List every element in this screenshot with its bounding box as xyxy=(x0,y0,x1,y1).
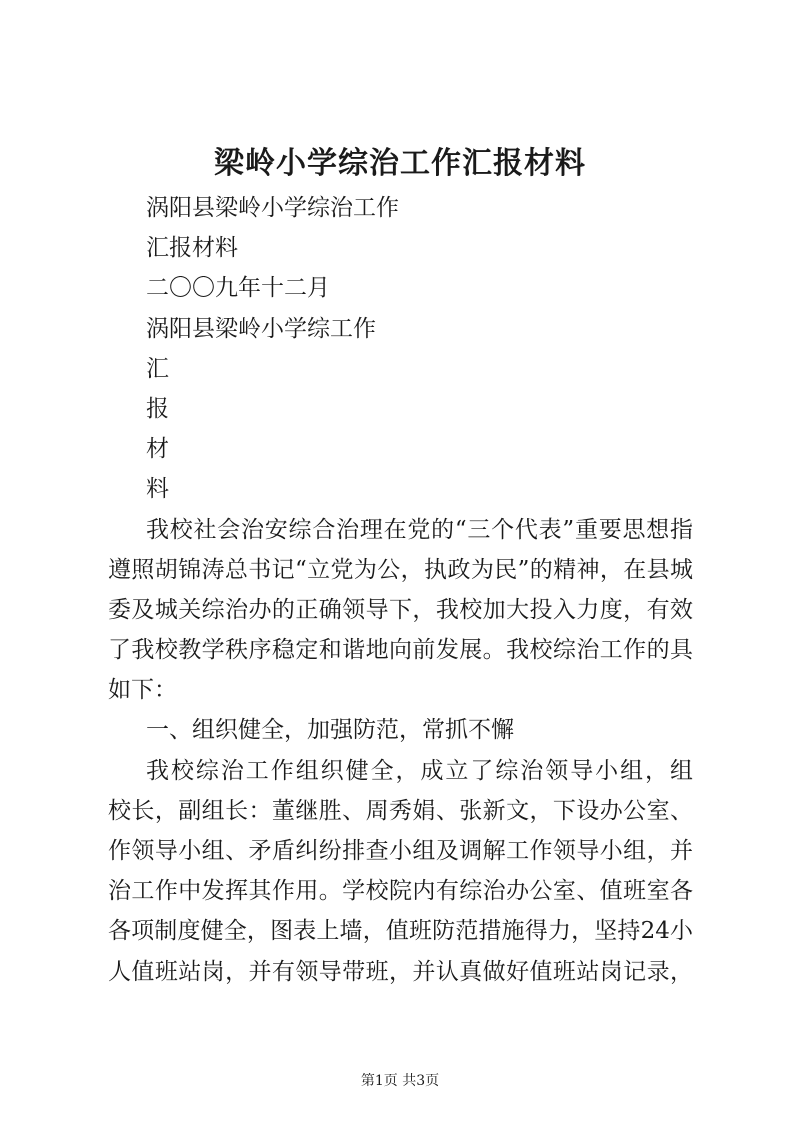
paragraph-line: 作领导小组、矛盾纠纷排查小组及调解工作领导小组，并 xyxy=(108,838,693,864)
cover-line: 涡阳县梁岭小学综工作 xyxy=(146,315,376,342)
document-body xyxy=(108,188,693,992)
paragraph-line: 如下： xyxy=(108,677,177,704)
cover-line: 报 xyxy=(146,395,169,422)
cover-line: 料 xyxy=(146,476,169,503)
document-title: 梁岭小学综治工作汇报材料 xyxy=(214,146,586,181)
cover-line: 汇报材料 xyxy=(146,235,238,262)
cover-line: 材 xyxy=(146,436,169,463)
cover-line: 汇 xyxy=(146,355,169,382)
paragraph-line: 我校社会治安综合治理在党的“三个代表”重要思想指 xyxy=(146,516,693,543)
section-heading: 一、组织健全，加强防范，常抓不懈 xyxy=(146,717,514,744)
paragraph-line: 人值班站岗，并有领导带班，并认真做好值班站岗记录， xyxy=(108,958,693,985)
cover-line: 二〇〇九年十二月 xyxy=(146,275,330,302)
page-footer: 第1页 共3页 xyxy=(360,1073,440,1089)
paragraph-line: 校长，副组长：董继胜、周秀娟、张新文，下设办公室、 xyxy=(108,797,693,824)
paragraph-line: 了我校教学秩序稳定和谐地向前发展。我校综治工作的具 xyxy=(108,637,693,664)
paragraph-line: 遵照胡锦涛总书记“立党为公，执政为民”的精神，在县城 xyxy=(108,556,693,583)
paragraph-line: 我校综治工作组织健全，成立了综治领导小组，组 xyxy=(146,757,693,784)
paragraph-line: 委及城关综治办的正确领导下，我校加大投入力度，有效 xyxy=(108,596,693,623)
paragraph-line: 各项制度健全，图表上墙，值班防范措施得力，坚持24小 xyxy=(108,918,693,945)
paragraph-line: 治工作中发挥其作用。学校院内有综治办公室、值班室各 xyxy=(108,878,693,905)
cover-line: 涡阳县梁岭小学综治工作 xyxy=(146,195,399,221)
